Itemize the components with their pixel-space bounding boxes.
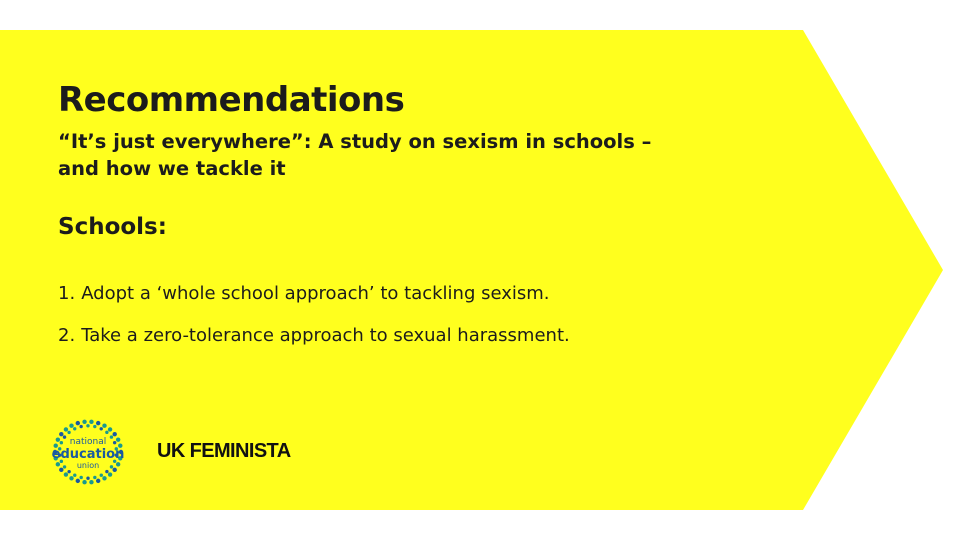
- section-heading-schools: Schools:: [58, 214, 167, 240]
- logo-text-national: national: [69, 437, 107, 447]
- page-title: Recommendations: [58, 80, 405, 120]
- national-education-union-logo: [47, 416, 129, 488]
- recommendation-number: 2.: [58, 325, 76, 346]
- uk-feminista-logo: UK FEMINISTA: [157, 440, 291, 462]
- report-subtitle: “It’s just everywhere”: A study on sexism in schools – and how we tackle it: [58, 130, 652, 180]
- recommendation-item: [58, 322, 570, 350]
- recommendation-text: Take a zero-tolerance approach to sexual harassment.: [81, 325, 570, 346]
- logo-text-education: education: [51, 447, 125, 462]
- recommendations-list: [58, 280, 570, 364]
- recommendation-number: 1.: [58, 283, 76, 304]
- recommendation-item: [58, 280, 570, 308]
- logo-text-union: union: [76, 461, 100, 470]
- recommendation-text: Adopt a ‘whole school approach’ to tackling sexism.: [81, 283, 550, 304]
